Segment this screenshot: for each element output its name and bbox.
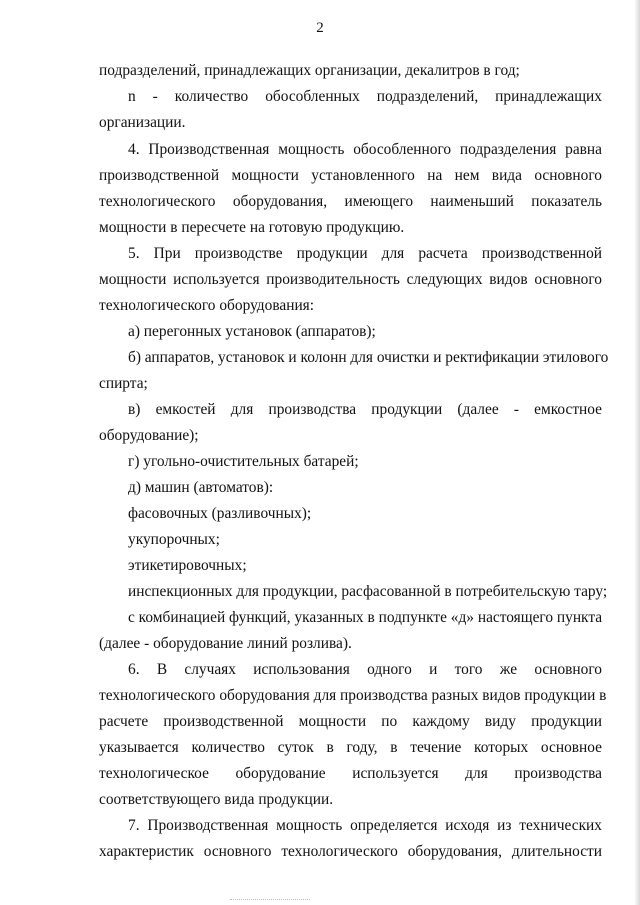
- text-line: организации.: [99, 114, 186, 131]
- page-number: 2: [316, 20, 324, 36]
- page-edge-shadow: [634, 0, 640, 905]
- sub-item: фасовочных (разливочных);: [128, 505, 312, 522]
- text-line: оборудование);: [99, 427, 199, 444]
- text-line: указывается количество суток в году, в течение которых основное: [99, 739, 602, 756]
- sub-item: инспекционных для продукции, расфасованной в потребительскую тару;: [128, 583, 608, 600]
- text-line: n - количество обособленных подразделений, принадлежащих: [128, 88, 602, 105]
- text-line: соответствующего вида продукции.: [99, 791, 334, 808]
- list-item-g: г) угольно-очистительных батарей;: [128, 453, 359, 470]
- paragraph-5-start: 5. При производстве продукции для расчета производственной: [128, 245, 602, 262]
- paragraph-7-start: 7. Производственная мощность определяется исходя из технических: [128, 817, 602, 834]
- text-line: спирта;: [99, 375, 148, 392]
- text-line: технологическое оборудование используется для производства: [99, 765, 602, 782]
- list-item-b: б) аппаратов, установок и колонн для очистки и ректификации этилового: [128, 349, 609, 366]
- text-line: мощности используется производительность следующих видов основного: [99, 271, 602, 288]
- sub-item: с комбинацией функций, указанных в подпункте «д» настоящего пункта: [128, 609, 603, 626]
- sub-item: укупорочных;: [128, 531, 220, 548]
- list-item-d: д) машин (автоматов):: [128, 479, 274, 496]
- text-line: мощности в пересчете на готовую продукцию.: [99, 219, 405, 236]
- text-line: (далее - оборудование линий розлива).: [99, 635, 352, 652]
- text-line: технологического оборудования:: [99, 297, 315, 314]
- paragraph-6-start: 6. В случаях использования одного и того же основного: [128, 661, 602, 678]
- list-item-v: в) емкостей для производства продукции (далее - емкостное: [128, 401, 602, 418]
- text-line: характеристик основного технологического оборудования, длительности: [99, 843, 602, 860]
- text-line: производственной мощности установленного на нем вида основного: [99, 167, 602, 184]
- text-line: расчете производственной мощности по каждому виду продукции: [99, 713, 602, 730]
- scan-artifact: [230, 899, 310, 902]
- list-item-a: а) перегонных установок (аппаратов);: [128, 323, 376, 340]
- text-line: технологического оборудования для производства разных видов продукции в: [99, 687, 607, 704]
- sub-item: этикетировочных;: [128, 557, 247, 574]
- text-line: технологического оборудования, имеющего наименьший показатель: [99, 193, 602, 210]
- text-line: подразделений, принадлежащих организации, декалитров в год;: [99, 62, 520, 79]
- paragraph-4-start: 4. Производственная мощность обособленного подразделения равна: [128, 141, 602, 158]
